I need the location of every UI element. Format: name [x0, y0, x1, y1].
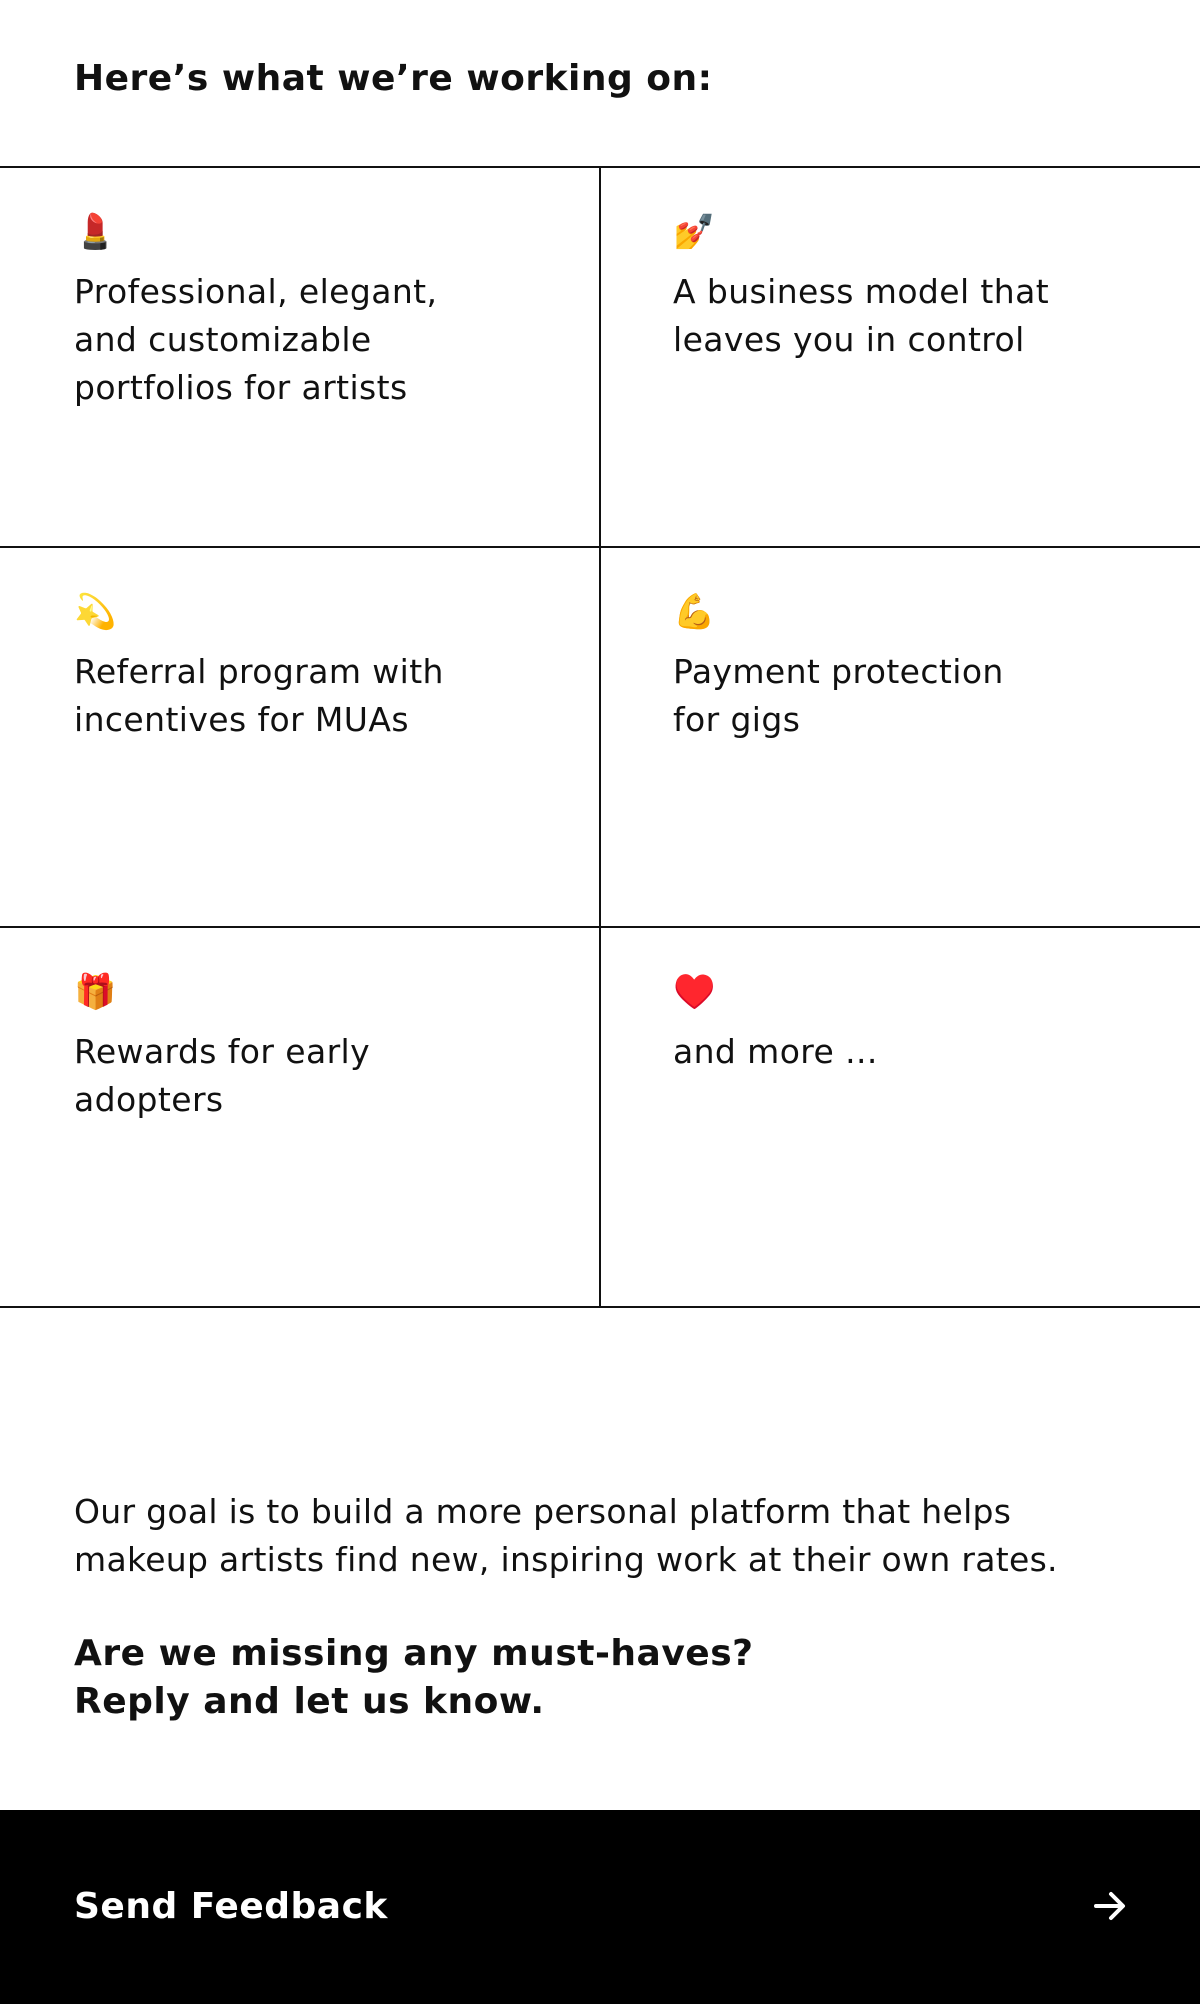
- feature-grid: [0, 166, 1200, 1308]
- feature-card-referral: [0, 548, 601, 928]
- page-title: Here’s what we’re working on:: [74, 58, 713, 99]
- nail-polish-icon: 💅: [673, 212, 716, 252]
- feature-text: and more ...: [673, 1032, 878, 1071]
- feature-text: Professional, elegant, and customizable portfolios for artists: [74, 272, 438, 407]
- feature-card-payment-protection: [601, 548, 1200, 928]
- flexed-biceps-icon: 💪: [673, 592, 716, 632]
- feature-card-rewards: [0, 928, 601, 1308]
- gift-icon: 🎁: [74, 972, 117, 1012]
- feature-text: Referral program with incentives for MUAs: [74, 652, 444, 739]
- lipstick-icon: 💄: [74, 212, 117, 252]
- feedback-prompt: Are we missing any must-haves? Reply and let us know.: [74, 1633, 754, 1722]
- arrow-right-icon: [1090, 1886, 1130, 1926]
- feature-card-portfolios: [0, 168, 601, 548]
- send-feedback-label: Send Feedback: [74, 1886, 388, 1927]
- feature-card-business-model: [601, 168, 1200, 548]
- heart-icon: ♥️: [673, 972, 716, 1012]
- feature-text: Payment protection for gigs: [673, 652, 1004, 739]
- goal-statement: Our goal is to build a more personal platform that helps makeup artists find new, inspiring work at their own rates.: [74, 1492, 1058, 1579]
- feature-text: A business model that leaves you in control: [673, 272, 1050, 359]
- send-feedback-button[interactable]: [0, 1810, 1200, 2004]
- feature-text: Rewards for early adopters: [74, 1032, 371, 1119]
- feature-card-more: [601, 928, 1200, 1308]
- dizzy-icon: 💫: [74, 592, 117, 632]
